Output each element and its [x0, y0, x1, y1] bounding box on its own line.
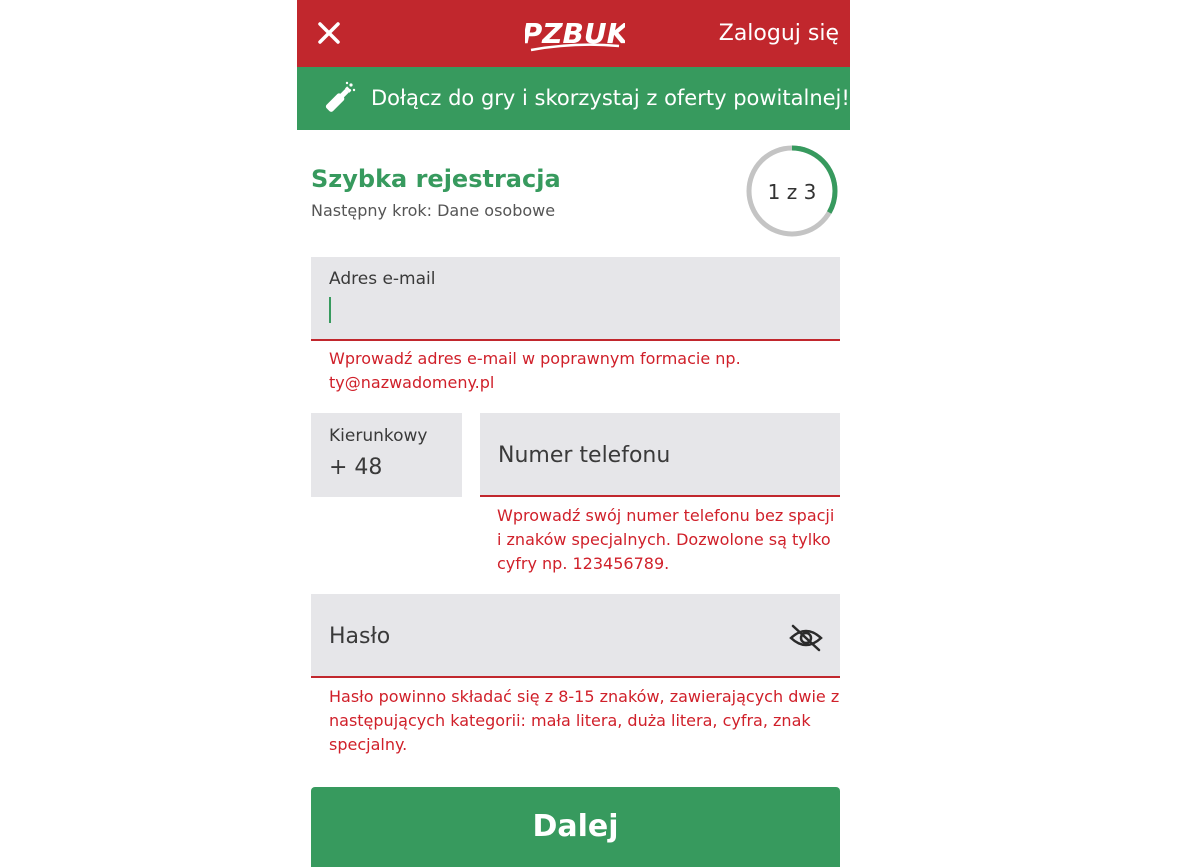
brand-logo[interactable] — [525, 12, 625, 54]
top-bar — [297, 0, 850, 67]
phone-error: Wprowadź swój numer telefonu bez spacji i znaków specjalnych. Dozwolone są tylko cyfry np. 123456789. — [497, 506, 835, 573]
step-counter: 1 z 3 — [767, 180, 817, 204]
close-button[interactable] — [315, 19, 343, 47]
logo-text: PZBUK — [525, 17, 625, 50]
password-placeholder: Hasło — [329, 624, 391, 649]
country-code-select[interactable] — [311, 413, 462, 497]
next-step-text: Następny krok: Dane osobowe — [311, 201, 556, 220]
promo-text: Dołącz do gry i skorzystaj z oferty powitalnej! — [371, 86, 850, 110]
password-error: Hasło powinno składać się z 8-15 znaków, zawierających dwie z następujących kategorii: mała litera, duża litera, cyfra, znak specjalny. — [329, 687, 840, 754]
country-code-label: Kierunkowy — [329, 426, 428, 446]
email-label: Adres e-mail — [329, 269, 436, 289]
eye-off-icon[interactable] — [788, 623, 824, 653]
password-field[interactable] — [311, 594, 840, 678]
phone-placeholder: Numer telefonu — [498, 443, 671, 468]
champagne-icon — [321, 80, 357, 116]
country-code-value: + 48 — [329, 455, 383, 480]
registration-screen — [297, 0, 850, 862]
login-link[interactable]: Zaloguj się — [718, 21, 839, 46]
welcome-offer-banner[interactable] — [297, 67, 850, 130]
text-caret — [329, 297, 331, 323]
next-button[interactable]: Dalej — [311, 787, 840, 867]
close-icon — [315, 19, 343, 47]
page-title: Szybka rejestracja — [311, 165, 561, 193]
phone-number-field[interactable] — [480, 413, 840, 497]
email-error: Wprowadź adres e-mail w poprawnym formacie np. ty@nazwadomeny.pl — [329, 349, 741, 392]
email-field[interactable] — [311, 257, 840, 341]
